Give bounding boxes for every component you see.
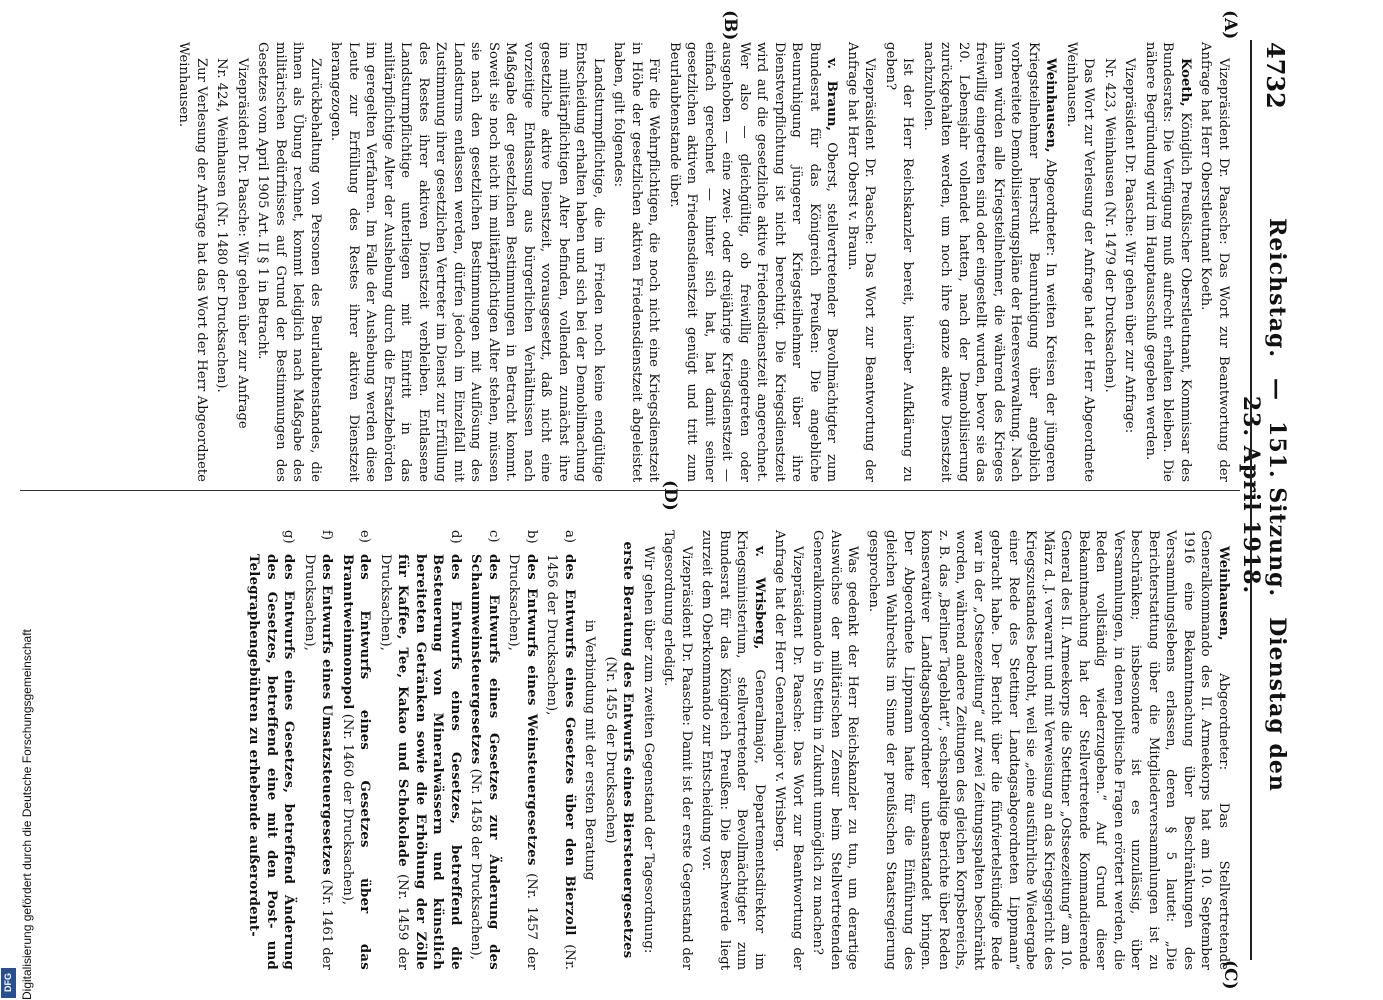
paragraph: Zurückbehaltung von Personen des Beurlaubtenstandes, die ihnen als Übung rechnet, kommt lediglich nach Maßgabe des militärischen Bedürfnisses auf Grund der Bestimmungen des Gesetzes vom April 1905 Art. II § 1 in Betracht. (255, 42, 323, 482)
paragraph (1142, 42, 1195, 482)
paragraph: in Verbindung mit der ersten Beratung (582, 619, 598, 881)
paragraph (920, 42, 1060, 482)
item-label: f) (319, 530, 335, 541)
speech-text: Königlich Preußischer Oberstleutnant, Kommissar des Bundesrats: Die Verfügung muß aufrecht erhalten bleiben. Die nähere Begründung wird im Hauptausschuß gegeben werden. (1143, 42, 1193, 482)
paragraph: Zur Verlesung der Anfrage hat das Wort der Herr Abgeordnete Weinhausen. (176, 42, 209, 482)
item-label: d) (448, 530, 463, 544)
left-column (172, 42, 1232, 482)
speech-text: Abgeordneter: Das Stellvertretende Generalkommando des II. Armeekorps hat am 10. September 1916 eine Bekanntmachung über Beschränkungen des Versammlungslebens erlassen, deren § 5 lautet: „Die Berichterstattung über die Mitgliederversammlungen ist zu beschränken; insbesondere ist es unzulässig, über Versammlungen, in denen politische Fragen erörtert werden, die Reden vollständig wiederzugeben.“ Auf Grund dieser Bekanntmachung hat der Stellvertretende Kommandierende General des II. Armeekorps die Stettiner „Ostseezeitung“ am 10. März d. J. verwarnt und mit Verweisung an das Kriegsgericht des Kriegszustandes bedroht, weil sie „eine ausführliche Wiedergabe einer Rede des Stettiner Landtagsabgeordneten Lippmann“ gebracht habe. Der Bericht über die fünfviertelstündige Rede war in der „Ostseezeitung“ auf zwei Zeitungsspalten beschränkt worden, während andere Zeitungen des gleichen Korpsbereichs, z. B. das „Berliner Tageblatt“, sechsspaltige Berichte über Reden konservativer Landtagsabgeordneter unbeanstandet bringen. Der Abgeordnete Lippmann hatte für die Einführung des gleichen Wahlrechts im Sinne der preußischen Staatsregierung gesprochen. (866, 530, 1231, 970)
item-ref: (Nr. 1458 der Drucksachen), (468, 768, 484, 960)
page-header (1240, 0, 1300, 1000)
paragraph: Nr. 423, Weinhausen (Nr. 1479 der Drucksachen). (1102, 58, 1117, 393)
speech-text: Oberst, stellvertretender Bevollmächtigter zum Bundesrat für das Königreich Preußen: Die angebliche Beunruhigung jüngerer Kriegsteilnehmer über ihre Dienstverpflichtung ist nicht berechtigt. Die Kriegsdienstzeit wird auf die gesetzliche aktive Friedensdienstzeit angerechnet. Wer also — gleichgültig, ob freiwillig eingetreten oder ausgehoben — eine zwei- oder dreijährige Kriegsdienstzeit — einfach gerechnet — hinter sich hat, hat damit seiner gesetzlichen aktiven Friedensdienstzeit genügt und tritt zum Beurlaubtenstande über. (667, 42, 840, 482)
speaker-name: Weinhausen, (1043, 58, 1059, 153)
list-item (467, 530, 502, 970)
item-title: des Entwurfs eines Gesetzes über den Bierzoll (562, 554, 577, 936)
session-number: 151. Sitzung. (1264, 421, 1290, 598)
agenda-title: erste Beratung des Entwurfs eines Biersteuergesetzes (620, 541, 636, 959)
speech-text: Generalmajor, Departementsdirektor im Kriegsministerium, stellvertretender Bevollmächtigter zum Bundesrat für das Königreich Preußen: Die Beschwerde liegt zurzeit dem Oberkommando zur Entscheidung vor. (699, 530, 767, 970)
paragraph: Für die Wehrpflichtigen, die noch nicht eine Kriegsdienstzeit in Höhe der gesetzlichen aktiven Friedensdienstzeit abgeleistet haben, gilt folgendes: (611, 42, 662, 482)
session-date: Dienstag den 23. April 1918. (1238, 395, 1290, 792)
item-title: des Entwurfs eines Gesetzes über das Branntweinmonopol (340, 554, 373, 970)
margin-mark-d: (D) (660, 480, 680, 511)
list-item (339, 530, 374, 970)
item-label: g) (281, 530, 297, 544)
paragraph: Wir gehen über zum zweiten Gegenstand der Tagesordnung: (641, 546, 656, 954)
title-dash: — (1264, 378, 1290, 402)
paragraph (698, 530, 768, 970)
item-title: des Entwurfs eines Weinsteuergesetzes (524, 554, 539, 866)
item-label: c) (486, 530, 501, 543)
item-ref: (Nr. 1461 der Drucksachen), (302, 554, 335, 970)
item-label: b) (524, 530, 539, 544)
list-item (245, 530, 298, 970)
speaker-name: Koeth, (1178, 58, 1193, 107)
column-divider (20, 490, 1240, 491)
margin-mark-a: (A) (1220, 10, 1240, 40)
funding-credit: Digitalisierung gefördert durch die Deutsche Forschungsgemeinschaft (20, 629, 34, 1000)
title-left: Reichstag. (1264, 218, 1290, 359)
speaker-name: Weinhausen, (1216, 546, 1231, 641)
agenda-items (245, 530, 578, 970)
list-item (505, 530, 540, 970)
paragraph (865, 530, 1233, 970)
speaker-name: v. Wrisberg, (752, 546, 767, 650)
speaker-name: v. Braun, (824, 58, 840, 131)
paragraph: Vizepräsident Dr. Paasche: Wir gehen über zur Anfrage (235, 58, 250, 429)
paragraph: Was gedenkt der Herr Reichskanzler zu tun, um derartige Auswüchse der militärischen Zensur beim Stellvertretenden Generalkommando in Stettin in Zukunft unmöglich zu machen? (810, 530, 861, 970)
item-label: a) (562, 530, 577, 544)
running-title (1238, 200, 1290, 800)
paragraph (666, 42, 841, 482)
item-title: des Entwurfs eines Umsatzsteuergesetzes (319, 554, 335, 876)
page-number: 4732 (1261, 42, 1290, 109)
paragraph: Vizepräsident Dr. Paasche: Das Wort zur Beantwortung der Anfrage hat Herr Oberst v. Braun. (845, 42, 878, 482)
paragraph: Vizepräsident Dr. Paasche: Wir gehen über zur Anfrage: (1122, 58, 1138, 434)
agenda-ref: (Nr. 1455 der Drucksachen) (603, 656, 618, 844)
item-ref: (Nr. 1457 der Drucksachen), (506, 554, 539, 970)
list-item (543, 530, 578, 970)
item-label: e) (357, 530, 373, 543)
digitization-footer (0, 604, 34, 1000)
list-item (301, 530, 336, 970)
paragraph: Landsturmpflichtige, die im Frieden noch keine endgültige Entscheidung erhalten haben und sich bei der Demobilmachung im militärpflichtigen Alter befinden, vollenden zunächst ihre gesetzliche aktive Dienstzeit, vorausgesetzt, daß nicht eine vorzeitige Entlassung aus bürgerlichen Verhältnissen nach Maßgabe der gesetzlichen Bestimmungen in Betracht kommt. Soweit sie noch nicht im militärpflichtigen Alter stehen, müssen sie nach den gesetzlichen Bestimmungen mit Auflösung des Landsturms entlassen werden, dürfen jedoch im Einzelfall mit Zustimmung ihrer gesetzlichen Vertreter im Dienst zur Erfüllung des Restes ihrer aktiven Dienstzeit verbleiben. Entlassene Landsturmpflichtige unterliegen mit Eintritt in das militärpflichtige Alter der Aushebung durch die Ersatzbehörden im geregelten Verfahren. Im Falle der Aushebung werden diese Leute zur Erfüllung des Restes ihrer aktiven Dienstzeit herangezogen. (328, 42, 606, 482)
item-ref: (Nr. 1456 der Drucksachen), (544, 554, 577, 970)
paragraph: Vizepräsident Dr. Paasche: Das Wort zur Beantwortung der Anfrage hat Herr Oberstleutnant Koeth. (1198, 42, 1231, 482)
item-title: des Entwurfs eines Gesetzes, betreffend die Besteuerung von Mineralwässern und künstlich bereiteten Getränken sowie die Erhöhung der Zölle für Kaffee, Tee, Kakao und Schokolade (395, 554, 463, 970)
list-item (377, 530, 465, 970)
paragraph: Ist der Herr Reichskanzler bereit, hierüber Aufklärung zu geben? (883, 42, 916, 482)
item-ref: (Nr. 1459 der Drucksachen), (378, 554, 411, 971)
paragraph: Vizepräsident Dr. Paasche: Das Wort zur Beantwortung der Anfrage hat der Herr Generalmajor v. Wrisberg. (772, 530, 805, 970)
right-column (242, 530, 1232, 970)
header-rule (1250, 40, 1252, 960)
agenda-heading (602, 530, 637, 970)
dfg-logo: DFG (1, 968, 16, 998)
paragraph: Vizepräsident Dr. Paasche: Damit ist der erste Gegenstand der Tagesordnung erledigt. (661, 530, 694, 970)
margin-mark-c: (C) (1220, 960, 1240, 990)
margin-mark-b: (B) (720, 10, 740, 41)
paragraph: Das Wort zur Verlesung der Anfrage hat der Herr Abgeordnete Weinhausen. (1064, 42, 1097, 482)
speech-text: Abgeordneter: In weiten Kreisen der jüngeren Kriegsteilnehmer herrscht Beunruhigung über angeblich vorbereitete Demobilisierungspläne der Heeresverwaltung. Nach ihnen würden alle Kriegsteilnehmer, die während des Krieges freiwillig eingetreten sind oder eingestellt wurden, bevor sie das 20. Lebensjahr vollendet hatten, nach der Demobilisierung zurückgehalten werden, um noch ihre ganze aktive Dienstzeit nachzuholen. (921, 42, 1059, 482)
item-ref: (Nr. 1460 der Drucksachen), (340, 713, 355, 906)
paragraph: Nr. 424, Weinhausen (Nr. 1480 der Drucksachen). (214, 58, 230, 393)
item-title: des Entwurfs eines Gesetzes, betreffend Änderung des Gesetzes, betreffend eine mit den Post- und Telegraphengebühren zu erhebende außerordent- (246, 554, 297, 970)
item-title: des Entwurfs eines Gesetzes zur Änderung des Schaumweinsteuergesetzes (468, 554, 501, 970)
